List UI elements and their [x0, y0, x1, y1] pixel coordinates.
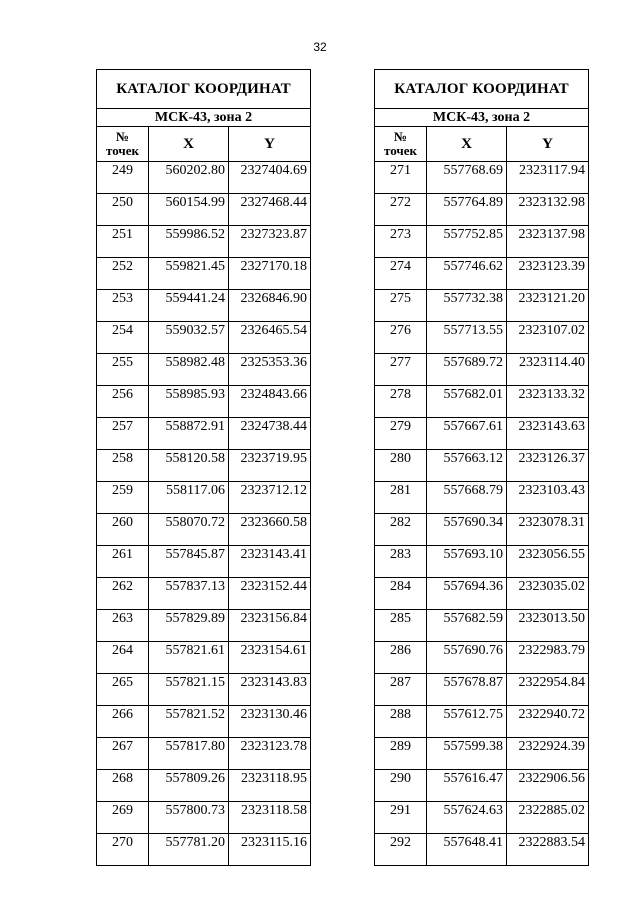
point-number-cell: 276 — [375, 322, 427, 354]
x-coordinate-cell: 557821.15 — [149, 674, 229, 706]
table-row — [375, 194, 589, 226]
point-number-cell: 252 — [97, 258, 149, 290]
x-coordinate-cell: 558070.72 — [149, 514, 229, 546]
point-number-cell: 289 — [375, 738, 427, 770]
x-coordinate-cell: 557809.26 — [149, 770, 229, 802]
table-row — [97, 834, 311, 866]
y-coordinate-cell: 2323078.31 — [507, 514, 589, 546]
x-coordinate-cell: 557624.63 — [427, 802, 507, 834]
coordinate-catalog-table — [96, 69, 311, 866]
point-number-cell: 275 — [375, 290, 427, 322]
x-coordinate-cell: 557768.69 — [427, 162, 507, 194]
table-row — [97, 706, 311, 738]
table-subtitle: МСК-43, зона 2 — [97, 109, 311, 127]
x-coordinate-cell: 557612.75 — [427, 706, 507, 738]
y-coordinate-cell: 2327170.18 — [229, 258, 311, 290]
point-number-cell: 259 — [97, 482, 149, 514]
table-row — [97, 290, 311, 322]
point-number-cell: 281 — [375, 482, 427, 514]
column-header-points: точек — [384, 143, 417, 158]
table-row — [375, 770, 589, 802]
x-coordinate-cell: 558982.48 — [149, 354, 229, 386]
y-coordinate-cell: 2323115.16 — [229, 834, 311, 866]
table-row — [97, 386, 311, 418]
x-coordinate-cell: 557682.59 — [427, 610, 507, 642]
y-coordinate-cell: 2325353.36 — [229, 354, 311, 386]
table-row — [97, 450, 311, 482]
table-row — [375, 162, 589, 194]
table-row — [97, 322, 311, 354]
table-row — [97, 226, 311, 258]
table-row — [97, 194, 311, 226]
x-coordinate-cell: 557746.62 — [427, 258, 507, 290]
y-coordinate-cell: 2327468.44 — [229, 194, 311, 226]
x-coordinate-cell: 558120.58 — [149, 450, 229, 482]
y-coordinate-cell: 2323132.98 — [507, 194, 589, 226]
y-coordinate-cell: 2322983.79 — [507, 642, 589, 674]
y-coordinate-cell: 2323121.20 — [507, 290, 589, 322]
point-number-cell: 249 — [97, 162, 149, 194]
point-number-cell: 264 — [97, 642, 149, 674]
x-coordinate-cell: 557678.87 — [427, 674, 507, 706]
point-number-cell: 273 — [375, 226, 427, 258]
point-number-cell: 250 — [97, 194, 149, 226]
x-coordinate-cell: 557752.85 — [427, 226, 507, 258]
y-coordinate-cell: 2322885.02 — [507, 802, 589, 834]
table-row — [375, 226, 589, 258]
y-coordinate-cell: 2323126.37 — [507, 450, 589, 482]
y-coordinate-cell: 2323123.78 — [229, 738, 311, 770]
table-row — [97, 578, 311, 610]
x-coordinate-cell: 558872.91 — [149, 418, 229, 450]
point-number-cell: 279 — [375, 418, 427, 450]
table-row — [97, 770, 311, 802]
y-coordinate-cell: 2323143.83 — [229, 674, 311, 706]
table-row — [97, 642, 311, 674]
x-coordinate-cell: 557837.13 — [149, 578, 229, 610]
point-number-cell: 269 — [97, 802, 149, 834]
y-coordinate-cell: 2322954.84 — [507, 674, 589, 706]
y-coordinate-cell: 2327323.87 — [229, 226, 311, 258]
x-coordinate-cell: 557800.73 — [149, 802, 229, 834]
point-number-cell: 283 — [375, 546, 427, 578]
y-coordinate-cell: 2323123.39 — [507, 258, 589, 290]
table-row — [375, 610, 589, 642]
table-row — [375, 514, 589, 546]
table-row — [375, 578, 589, 610]
table-row — [97, 162, 311, 194]
y-coordinate-cell: 2323056.55 — [507, 546, 589, 578]
point-number-cell: 258 — [97, 450, 149, 482]
column-header-y: Y — [507, 127, 589, 162]
y-coordinate-cell: 2326846.90 — [229, 290, 311, 322]
y-coordinate-cell: 2323137.98 — [507, 226, 589, 258]
x-coordinate-cell: 557764.89 — [427, 194, 507, 226]
y-coordinate-cell: 2323114.40 — [507, 354, 589, 386]
point-number-cell: 274 — [375, 258, 427, 290]
point-number-cell: 261 — [97, 546, 149, 578]
point-number-cell: 290 — [375, 770, 427, 802]
table-row — [375, 354, 589, 386]
x-coordinate-cell: 557732.38 — [427, 290, 507, 322]
table-row — [375, 706, 589, 738]
x-coordinate-cell: 557616.47 — [427, 770, 507, 802]
x-coordinate-cell: 557667.61 — [427, 418, 507, 450]
coordinate-catalog-table — [374, 69, 589, 866]
x-coordinate-cell: 557845.87 — [149, 546, 229, 578]
x-coordinate-cell: 557668.79 — [427, 482, 507, 514]
y-coordinate-cell: 2322883.54 — [507, 834, 589, 866]
table-row — [375, 802, 589, 834]
x-coordinate-cell: 557663.12 — [427, 450, 507, 482]
x-coordinate-cell: 557694.36 — [427, 578, 507, 610]
table-row — [97, 674, 311, 706]
x-coordinate-cell: 557682.01 — [427, 386, 507, 418]
y-coordinate-cell: 2323143.41 — [229, 546, 311, 578]
point-number-cell: 291 — [375, 802, 427, 834]
x-coordinate-cell: 557690.76 — [427, 642, 507, 674]
point-number-cell: 251 — [97, 226, 149, 258]
y-coordinate-cell: 2323152.44 — [229, 578, 311, 610]
y-coordinate-cell: 2324843.66 — [229, 386, 311, 418]
point-number-cell: 268 — [97, 770, 149, 802]
point-number-cell: 263 — [97, 610, 149, 642]
table-title: КАТАЛОГ КООРДИНАТ — [375, 70, 589, 109]
y-coordinate-cell: 2323103.43 — [507, 482, 589, 514]
table-row — [97, 738, 311, 770]
x-coordinate-cell: 557690.34 — [427, 514, 507, 546]
y-coordinate-cell: 2323013.50 — [507, 610, 589, 642]
y-coordinate-cell: 2323118.95 — [229, 770, 311, 802]
x-coordinate-cell: 557689.72 — [427, 354, 507, 386]
x-coordinate-cell: 557599.38 — [427, 738, 507, 770]
x-coordinate-cell: 560154.99 — [149, 194, 229, 226]
x-coordinate-cell: 557713.55 — [427, 322, 507, 354]
y-coordinate-cell: 2327404.69 — [229, 162, 311, 194]
page-number: 32 — [313, 40, 327, 54]
y-coordinate-cell: 2323118.58 — [229, 802, 311, 834]
point-number-cell: 292 — [375, 834, 427, 866]
point-number-cell: 267 — [97, 738, 149, 770]
table-row — [375, 482, 589, 514]
table-row — [375, 322, 589, 354]
table-row — [375, 290, 589, 322]
table-row — [375, 546, 589, 578]
table-row — [97, 514, 311, 546]
point-number-cell: 271 — [375, 162, 427, 194]
y-coordinate-cell: 2323133.32 — [507, 386, 589, 418]
x-coordinate-cell: 559821.45 — [149, 258, 229, 290]
table-row — [97, 610, 311, 642]
table-row — [375, 450, 589, 482]
y-coordinate-cell: 2323130.46 — [229, 706, 311, 738]
point-number-cell: 284 — [375, 578, 427, 610]
x-coordinate-cell: 557648.41 — [427, 834, 507, 866]
point-number-cell: 253 — [97, 290, 149, 322]
x-coordinate-cell: 557821.61 — [149, 642, 229, 674]
y-coordinate-cell: 2323660.58 — [229, 514, 311, 546]
table-row — [97, 258, 311, 290]
table-row — [375, 418, 589, 450]
table-row — [97, 482, 311, 514]
table-row — [375, 642, 589, 674]
column-header-y: Y — [229, 127, 311, 162]
x-coordinate-cell: 559986.52 — [149, 226, 229, 258]
table-row — [97, 354, 311, 386]
point-number-cell: 257 — [97, 418, 149, 450]
table-row — [97, 546, 311, 578]
point-number-cell: 278 — [375, 386, 427, 418]
y-coordinate-cell: 2322906.56 — [507, 770, 589, 802]
y-coordinate-cell: 2322924.39 — [507, 738, 589, 770]
column-header-points: точек — [106, 143, 139, 158]
point-number-cell: 262 — [97, 578, 149, 610]
y-coordinate-cell: 2323154.61 — [229, 642, 311, 674]
point-number-cell: 280 — [375, 450, 427, 482]
y-coordinate-cell: 2322940.72 — [507, 706, 589, 738]
point-number-cell: 260 — [97, 514, 149, 546]
table-row — [375, 258, 589, 290]
y-coordinate-cell: 2323117.94 — [507, 162, 589, 194]
point-number-cell: 256 — [97, 386, 149, 418]
table-row — [375, 834, 589, 866]
table-row — [97, 418, 311, 450]
column-header-point-number — [375, 127, 427, 162]
table-row — [375, 674, 589, 706]
column-header-number-sign: № — [393, 129, 408, 144]
point-number-cell: 285 — [375, 610, 427, 642]
column-header-number-sign: № — [115, 129, 130, 144]
table-row — [375, 386, 589, 418]
y-coordinate-cell: 2326465.54 — [229, 322, 311, 354]
point-number-cell: 254 — [97, 322, 149, 354]
table-subtitle: МСК-43, зона 2 — [375, 109, 589, 127]
point-number-cell: 282 — [375, 514, 427, 546]
point-number-cell: 272 — [375, 194, 427, 226]
x-coordinate-cell: 559441.24 — [149, 290, 229, 322]
point-number-cell: 266 — [97, 706, 149, 738]
y-coordinate-cell: 2323143.63 — [507, 418, 589, 450]
y-coordinate-cell: 2324738.44 — [229, 418, 311, 450]
point-number-cell: 265 — [97, 674, 149, 706]
x-coordinate-cell: 558117.06 — [149, 482, 229, 514]
y-coordinate-cell: 2323035.02 — [507, 578, 589, 610]
point-number-cell: 288 — [375, 706, 427, 738]
table-body — [97, 162, 311, 866]
table-row — [97, 802, 311, 834]
point-number-cell: 255 — [97, 354, 149, 386]
point-number-cell: 287 — [375, 674, 427, 706]
point-number-cell: 270 — [97, 834, 149, 866]
x-coordinate-cell: 557821.52 — [149, 706, 229, 738]
column-header-point-number — [97, 127, 149, 162]
table-body — [375, 162, 589, 866]
y-coordinate-cell: 2323156.84 — [229, 610, 311, 642]
y-coordinate-cell: 2323107.02 — [507, 322, 589, 354]
x-coordinate-cell: 557693.10 — [427, 546, 507, 578]
table-title: КАТАЛОГ КООРДИНАТ — [97, 70, 311, 109]
x-coordinate-cell: 557829.89 — [149, 610, 229, 642]
x-coordinate-cell: 557817.80 — [149, 738, 229, 770]
column-header-x: X — [427, 127, 507, 162]
x-coordinate-cell: 559032.57 — [149, 322, 229, 354]
point-number-cell: 286 — [375, 642, 427, 674]
column-header-x: X — [149, 127, 229, 162]
table-row — [375, 738, 589, 770]
x-coordinate-cell: 557781.20 — [149, 834, 229, 866]
y-coordinate-cell: 2323712.12 — [229, 482, 311, 514]
x-coordinate-cell: 560202.80 — [149, 162, 229, 194]
y-coordinate-cell: 2323719.95 — [229, 450, 311, 482]
point-number-cell: 277 — [375, 354, 427, 386]
x-coordinate-cell: 558985.93 — [149, 386, 229, 418]
